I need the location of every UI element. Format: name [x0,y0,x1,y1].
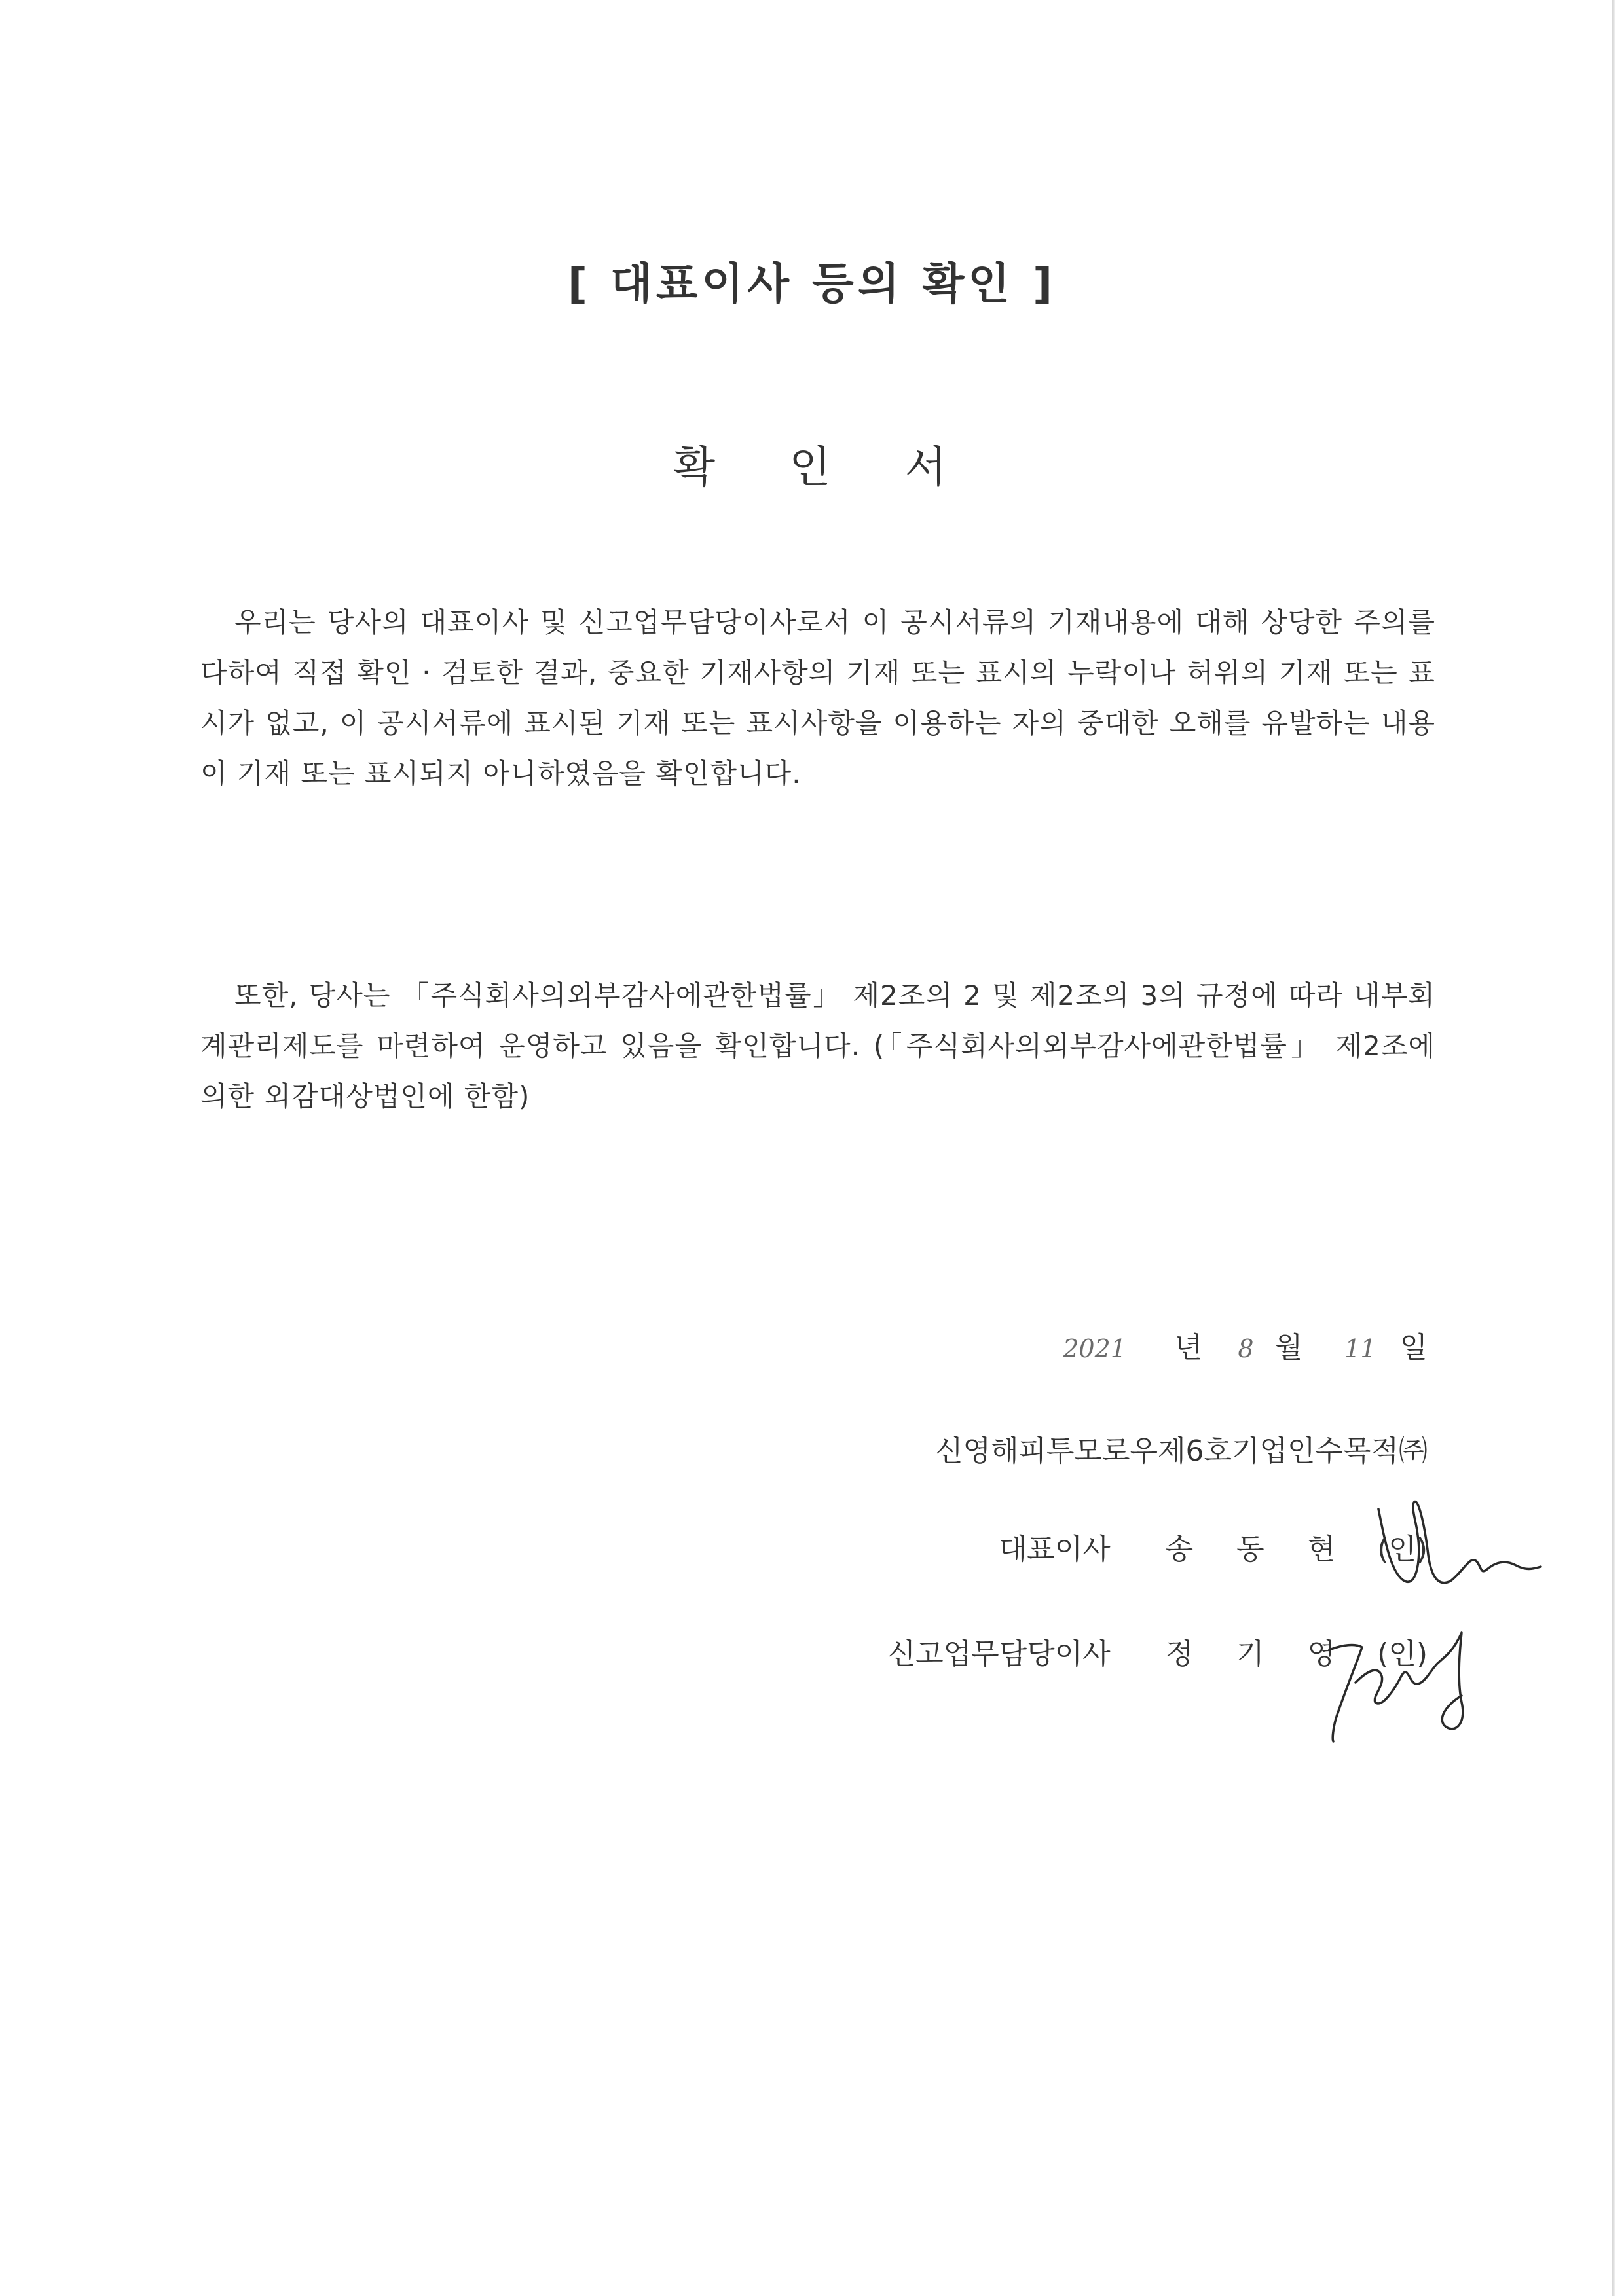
ceo-signature [1365,1483,1549,1614]
day-label: 일 [1399,1331,1428,1364]
confirmation-paragraph-text: 우리는 당사의 대표이사 및 신고업무담당이사로서 이 공시서류의 기재내용에 대해 상당한 주의를 다하여 직접 확인 · 검토한 결과, 중요한 기재사항의 기재 또는 표시의 누락이나 허위의 기재 또는 표시가 없고, 이 공시서류에 표시된 기재 또는 표시사항을 이용하는 자의 중대한 오해를 유발하는 내용이 기재 또는 표시되지 아니하였음을 확인합니다. [200,606,1435,790]
disclosure-officer-signature [1310,1604,1493,1748]
signatory-name: 정 기 영 [1165,1637,1353,1671]
date-line [1063,1324,1428,1366]
month-handwritten: 8 [1238,1334,1254,1363]
year-label: 년 [1174,1331,1203,1364]
signatory-row-ceo [999,1525,1428,1567]
signature-stroke [1329,1645,1362,1741]
confirmation-paragraph [200,597,1435,799]
signatory-name: 송 동 현 [1165,1533,1353,1566]
month-label: 월 [1274,1331,1303,1364]
signatory-role: 대표이사 [999,1533,1111,1566]
document-heading: [ 대표이사 등의 확인 ] [567,259,1057,309]
internal-control-paragraph-text: 또한, 당사는 「주식회사의외부감사에관한법률」 제2조의 2 및 제2조의 3의 규정에 따라 내부회계관리제도를 마련하여 운영하고 있음을 확인합니다. (「주식회사의외부감사에관한법률」 제2조에 의한 외감대상법인에 한함) [200,979,1435,1112]
signature-stroke [1378,1501,1541,1582]
seal-mark: (인) [1377,1637,1428,1671]
internal-control-paragraph [200,970,1435,1121]
document-subtitle: 확 인 서 [673,442,977,492]
seal-mark: (인) [1377,1533,1428,1566]
day-handwritten: 11 [1344,1334,1376,1363]
scan-edge-line [1612,0,1615,2296]
signature-stroke [1356,1633,1463,1729]
year-handwritten: 2021 [1063,1334,1126,1363]
company-name: 신영해피투모로우제6호기업인수목적㈜ [934,1434,1428,1468]
signatory-role: 신고업무담당이사 [887,1637,1111,1671]
